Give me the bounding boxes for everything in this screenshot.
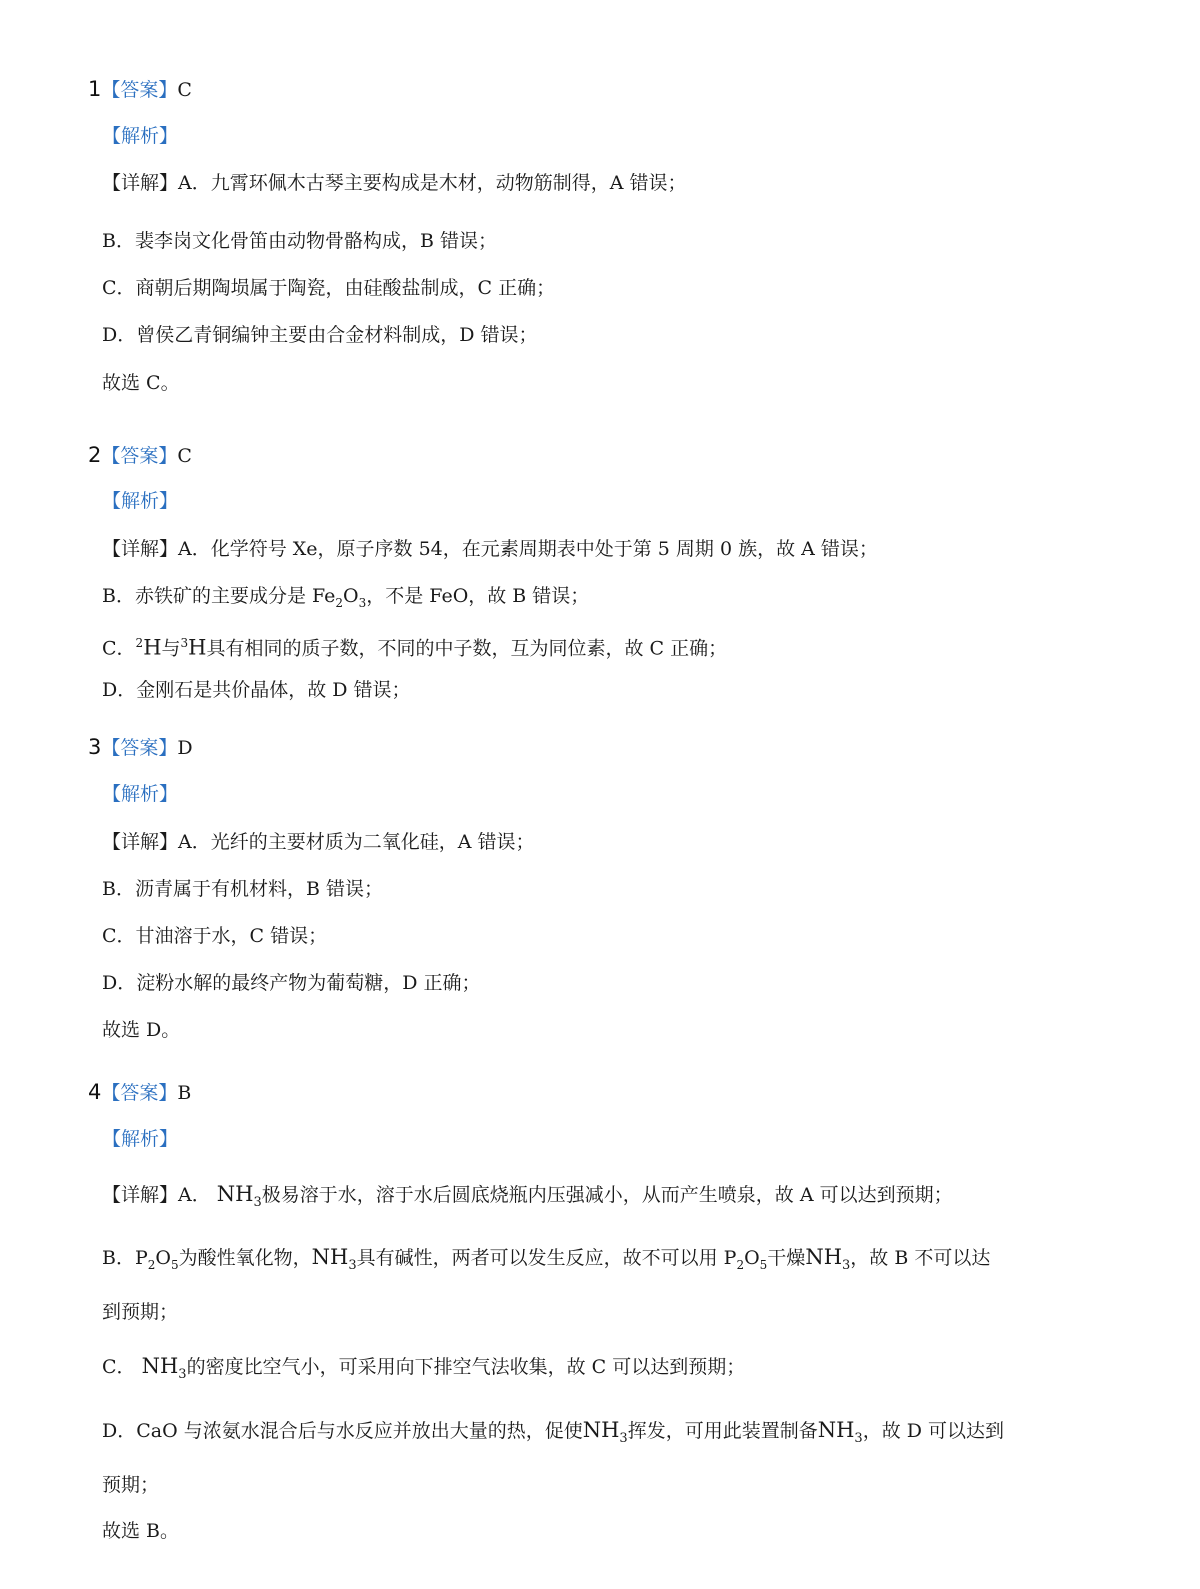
nh3-formula bbox=[216, 1182, 262, 1211]
q3-analysis-label: 【解析】 bbox=[102, 783, 179, 805]
q4-option-b bbox=[102, 1244, 990, 1279]
q1-conclusion: 故选 C。 bbox=[102, 372, 180, 394]
subscript: 5 bbox=[170, 1257, 179, 1272]
q2-option-a: A．化学符号 Xe，原子序数 54，在元素周期表中处于第 5 周期 0 族，故 A 错误； bbox=[178, 538, 878, 560]
superscript: 3 bbox=[180, 636, 189, 650]
subscript: 2 bbox=[335, 595, 344, 610]
subscript: 3 bbox=[178, 1367, 187, 1383]
q4-option-d-continued: 预期； bbox=[102, 1474, 160, 1496]
subscript: 3 bbox=[358, 595, 367, 610]
text: 的密度比空气小，可采用向下排空气法收集，故 C 可以达到预期； bbox=[186, 1356, 746, 1378]
q3-option-c: C．甘油溶于水，C 错误； bbox=[102, 925, 328, 947]
formula-text: NH bbox=[805, 1245, 843, 1269]
q1-detail-line-1 bbox=[102, 170, 687, 196]
q2-detail-line-1 bbox=[102, 536, 878, 562]
text: 与 bbox=[161, 637, 181, 660]
q3-detail-line-1 bbox=[102, 829, 535, 855]
formula-text: NH bbox=[311, 1245, 349, 1269]
text: 具有碱性，两者可以发生反应，故不可以用 P bbox=[356, 1247, 737, 1269]
answer-label: 【答案】 bbox=[101, 79, 178, 101]
q1-number: 1 bbox=[88, 77, 102, 101]
formula-text: NH bbox=[582, 1418, 620, 1442]
subscript: 2 bbox=[147, 1257, 156, 1272]
subscript: 3 bbox=[619, 1431, 628, 1447]
q2-option-d: D．金刚石是共价晶体，故 D 错误； bbox=[102, 679, 411, 701]
detail-label: 【详解】 bbox=[102, 172, 179, 194]
answer-label: 【答案】 bbox=[101, 445, 178, 467]
q4-conclusion: 故选 B。 bbox=[102, 1520, 180, 1542]
text: O bbox=[155, 1247, 171, 1269]
q1-option-c: C．商朝后期陶埙属于陶瓷，由硅酸盐制成，C 正确； bbox=[102, 277, 556, 299]
detail-label: 【详解】 bbox=[102, 538, 179, 560]
subscript: 2 bbox=[736, 1257, 745, 1272]
hydrogen-symbol: H bbox=[143, 635, 162, 660]
q2-option-c bbox=[102, 630, 727, 661]
q1-option-b: B．裴李岗文化骨笛由动物骨骼构成，B 错误； bbox=[102, 230, 497, 252]
text: ，不是 FeO，故 B 错误； bbox=[366, 585, 590, 607]
subscript: 5 bbox=[759, 1257, 768, 1272]
q3-number: 3 bbox=[88, 735, 102, 759]
q2-analysis-label: 【解析】 bbox=[102, 490, 179, 512]
text: 为酸性氧化物， bbox=[178, 1247, 312, 1269]
superscript: 2 bbox=[135, 636, 144, 650]
text: C． bbox=[102, 1356, 136, 1378]
nh3-formula bbox=[311, 1245, 357, 1274]
q2-option-b bbox=[102, 583, 589, 616]
text: ，故 B 不可以达 bbox=[850, 1247, 991, 1269]
nh3-formula bbox=[582, 1418, 628, 1447]
formula-text: NH bbox=[817, 1418, 855, 1442]
text: 挥发，可用此装置制备 bbox=[627, 1420, 818, 1442]
q4-analysis-label: 【解析】 bbox=[102, 1128, 179, 1150]
text: 干燥 bbox=[767, 1247, 806, 1269]
nh3-formula bbox=[817, 1418, 863, 1447]
q4-detail-line-1 bbox=[102, 1181, 953, 1216]
text: ，故 D 可以达到 bbox=[862, 1420, 1005, 1442]
subscript: 3 bbox=[348, 1258, 357, 1274]
subscript: 3 bbox=[842, 1258, 851, 1274]
q3-header bbox=[88, 734, 193, 761]
q3-option-b: B．沥青属于有机材料，B 错误； bbox=[102, 878, 383, 900]
text: 极易溶于水，溶于水后圆底烧瓶内压强减小，从而产生喷泉，故 A 可以达到预期； bbox=[261, 1184, 953, 1206]
q3-conclusion: 故选 D。 bbox=[102, 1019, 181, 1041]
q1-option-d: D．曾侯乙青铜编钟主要由合金材料制成，D 错误； bbox=[102, 324, 538, 346]
q4-option-d bbox=[102, 1417, 1004, 1452]
answer-label: 【答案】 bbox=[101, 737, 178, 759]
q2-number: 2 bbox=[88, 443, 102, 467]
answer-label: 【答案】 bbox=[101, 1082, 178, 1104]
subscript: 3 bbox=[854, 1431, 863, 1447]
text: O bbox=[343, 585, 359, 607]
q1-answer: C bbox=[177, 79, 192, 101]
q3-option-a: A．光纤的主要材质为二氧化硅，A 错误； bbox=[178, 831, 535, 853]
q4-answer: B bbox=[177, 1082, 192, 1104]
q1-analysis-label: 【解析】 bbox=[102, 125, 179, 147]
q2-header bbox=[88, 442, 192, 469]
nh3-formula bbox=[805, 1245, 851, 1274]
text: A． bbox=[178, 1184, 211, 1206]
q1-header bbox=[88, 76, 192, 103]
q1-option-a: A．九霄环佩木古琴主要构成是木材，动物筋制得，A 错误； bbox=[178, 172, 687, 194]
q3-option-d: D．淀粉水解的最终产物为葡萄糖，D 正确； bbox=[102, 972, 481, 994]
q4-number: 4 bbox=[88, 1080, 102, 1104]
text: B．P bbox=[102, 1247, 148, 1269]
text: O bbox=[744, 1247, 760, 1269]
text: B．赤铁矿的主要成分是 Fe bbox=[102, 585, 336, 607]
q4-option-b-continued: 到预期； bbox=[102, 1301, 179, 1323]
formula-text: NH bbox=[216, 1182, 254, 1206]
text: 具有相同的质子数，不同的中子数，互为同位素，故 C 正确； bbox=[206, 637, 728, 660]
detail-label: 【详解】 bbox=[102, 1184, 179, 1206]
text: D．CaO 与浓氨水混合后与水反应并放出大量的热，促使 bbox=[102, 1420, 583, 1442]
nh3-formula bbox=[141, 1354, 187, 1383]
q2-answer: C bbox=[177, 445, 192, 467]
q4-header bbox=[88, 1079, 191, 1106]
q4-option-c bbox=[102, 1353, 745, 1388]
q3-answer: D bbox=[177, 737, 193, 759]
detail-label: 【详解】 bbox=[102, 831, 179, 853]
text: C． bbox=[102, 637, 136, 660]
formula-text: NH bbox=[141, 1354, 179, 1378]
subscript: 3 bbox=[253, 1195, 262, 1211]
hydrogen-symbol: H bbox=[188, 635, 207, 660]
